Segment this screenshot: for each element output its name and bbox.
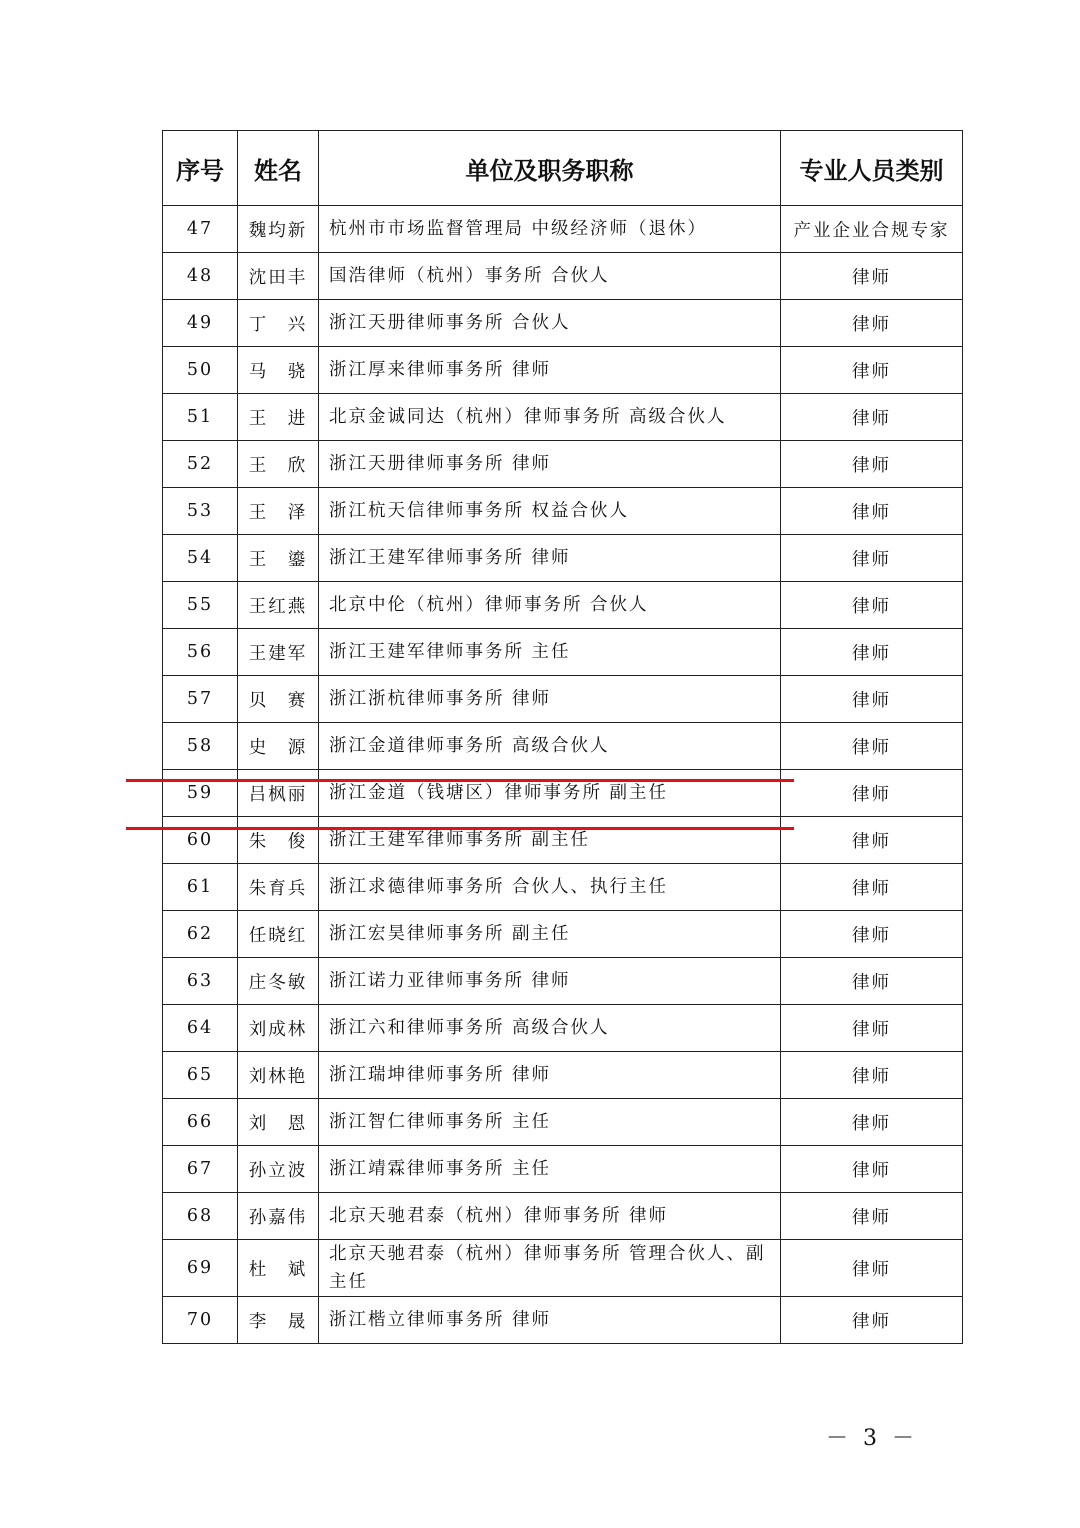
row-name: 沈田丰 — [238, 253, 319, 300]
header-no: 序号 — [163, 131, 238, 206]
row-name: 杜 斌 — [238, 1240, 319, 1297]
row-number: 63 — [163, 958, 238, 1005]
table-row — [163, 347, 963, 394]
row-category: 律师 — [781, 1193, 963, 1240]
row-category: 律师 — [781, 723, 963, 770]
row-number: 60 — [163, 817, 238, 864]
row-unit: 浙江瑞坤律师事务所 律师 — [319, 1052, 781, 1099]
table-row — [163, 1099, 963, 1146]
page-number: － 3 － — [826, 1426, 918, 1451]
row-unit: 浙江楷立律师事务所 律师 — [319, 1297, 781, 1344]
row-number: 49 — [163, 300, 238, 347]
row-category: 律师 — [781, 394, 963, 441]
row-name: 史 源 — [238, 723, 319, 770]
row-number: 52 — [163, 441, 238, 488]
table-row — [163, 394, 963, 441]
row-number: 51 — [163, 394, 238, 441]
row-unit: 浙江靖霖律师事务所 主任 — [319, 1146, 781, 1193]
row-number: 48 — [163, 253, 238, 300]
row-unit: 浙江王建军律师事务所 律师 — [319, 535, 781, 582]
row-category: 律师 — [781, 535, 963, 582]
row-name: 王建军 — [238, 629, 319, 676]
row-unit: 浙江杭天信律师事务所 权益合伙人 — [319, 488, 781, 535]
row-name: 刘林艳 — [238, 1052, 319, 1099]
table-row — [163, 1240, 963, 1297]
header-unit: 单位及职务职称 — [319, 131, 781, 206]
row-number: 58 — [163, 723, 238, 770]
row-unit: 北京天驰君泰（杭州）律师事务所 律师 — [319, 1193, 781, 1240]
row-category: 律师 — [781, 1052, 963, 1099]
row-unit: 北京天驰君泰（杭州）律师事务所 管理合伙人、副主任 — [319, 1240, 781, 1297]
row-unit: 浙江天册律师事务所 律师 — [319, 441, 781, 488]
row-name: 吕枫丽 — [238, 770, 319, 817]
row-name: 朱 俊 — [238, 817, 319, 864]
table-row — [163, 206, 963, 253]
table-row — [163, 1193, 963, 1240]
row-number: 55 — [163, 582, 238, 629]
row-category: 律师 — [781, 1005, 963, 1052]
row-number: 54 — [163, 535, 238, 582]
row-category: 律师 — [781, 911, 963, 958]
row-number: 70 — [163, 1297, 238, 1344]
row-category: 律师 — [781, 629, 963, 676]
table-row — [163, 629, 963, 676]
table-row — [163, 911, 963, 958]
table-row — [163, 723, 963, 770]
row-number: 53 — [163, 488, 238, 535]
row-unit: 浙江金道（钱塘区）律师事务所 副主任 — [319, 770, 781, 817]
row-unit: 浙江宏昊律师事务所 副主任 — [319, 911, 781, 958]
table-row — [163, 1297, 963, 1344]
row-name: 王 欣 — [238, 441, 319, 488]
row-category: 律师 — [781, 864, 963, 911]
row-name: 李 晟 — [238, 1297, 319, 1344]
row-unit: 浙江王建军律师事务所 副主任 — [319, 817, 781, 864]
row-name: 马 骁 — [238, 347, 319, 394]
row-number: 56 — [163, 629, 238, 676]
row-unit: 浙江厚来律师事务所 律师 — [319, 347, 781, 394]
row-unit: 浙江天册律师事务所 合伙人 — [319, 300, 781, 347]
table-row — [163, 958, 963, 1005]
row-name: 王 鎏 — [238, 535, 319, 582]
table-row — [163, 1146, 963, 1193]
row-category: 律师 — [781, 958, 963, 1005]
row-number: 68 — [163, 1193, 238, 1240]
table-row — [163, 253, 963, 300]
row-number: 64 — [163, 1005, 238, 1052]
header-name: 姓名 — [238, 131, 319, 206]
table-row — [163, 488, 963, 535]
row-number: 47 — [163, 206, 238, 253]
table-row — [163, 864, 963, 911]
row-category: 律师 — [781, 441, 963, 488]
row-name: 王 进 — [238, 394, 319, 441]
row-name: 刘成林 — [238, 1005, 319, 1052]
row-number: 66 — [163, 1099, 238, 1146]
row-unit: 北京中伦（杭州）律师事务所 合伙人 — [319, 582, 781, 629]
row-category: 律师 — [781, 1240, 963, 1297]
roster-table — [162, 130, 963, 1344]
row-category: 律师 — [781, 1099, 963, 1146]
row-name: 王红燕 — [238, 582, 319, 629]
table-row — [163, 1052, 963, 1099]
table-header-row — [163, 131, 963, 206]
row-category: 律师 — [781, 817, 963, 864]
row-name: 任晓红 — [238, 911, 319, 958]
row-category: 律师 — [781, 300, 963, 347]
row-number: 50 — [163, 347, 238, 394]
row-category: 律师 — [781, 676, 963, 723]
row-unit: 浙江六和律师事务所 高级合伙人 — [319, 1005, 781, 1052]
table-row — [163, 300, 963, 347]
row-name: 孙立波 — [238, 1146, 319, 1193]
row-name: 孙嘉伟 — [238, 1193, 319, 1240]
row-number: 59 — [163, 770, 238, 817]
row-unit: 浙江金道律师事务所 高级合伙人 — [319, 723, 781, 770]
row-unit: 浙江王建军律师事务所 主任 — [319, 629, 781, 676]
table-row — [163, 535, 963, 582]
row-number: 62 — [163, 911, 238, 958]
row-category: 律师 — [781, 347, 963, 394]
row-unit: 浙江智仁律师事务所 主任 — [319, 1099, 781, 1146]
row-unit: 北京金诚同达（杭州）律师事务所 高级合伙人 — [319, 394, 781, 441]
row-name: 丁 兴 — [238, 300, 319, 347]
row-name: 王 泽 — [238, 488, 319, 535]
header-category: 专业人员类别 — [781, 131, 963, 206]
row-category: 律师 — [781, 1297, 963, 1344]
row-category: 律师 — [781, 770, 963, 817]
row-category: 律师 — [781, 253, 963, 300]
highlight-line-bottom — [126, 827, 794, 830]
row-category: 律师 — [781, 488, 963, 535]
table-row — [163, 582, 963, 629]
row-unit: 浙江诺力亚律师事务所 律师 — [319, 958, 781, 1005]
row-unit: 浙江求德律师事务所 合伙人、执行主任 — [319, 864, 781, 911]
row-number: 57 — [163, 676, 238, 723]
row-number: 69 — [163, 1240, 238, 1297]
highlight-line-top — [126, 779, 794, 782]
row-name: 魏均新 — [238, 206, 319, 253]
row-unit: 国浩律师（杭州）事务所 合伙人 — [319, 253, 781, 300]
row-name: 朱育兵 — [238, 864, 319, 911]
row-category: 律师 — [781, 582, 963, 629]
row-category: 产业企业合规专家 — [781, 206, 963, 253]
row-unit: 杭州市市场监督管理局 中级经济师（退休） — [319, 206, 781, 253]
row-number: 61 — [163, 864, 238, 911]
table-row — [163, 1005, 963, 1052]
row-category: 律师 — [781, 1146, 963, 1193]
row-name: 贝 赛 — [238, 676, 319, 723]
row-number: 65 — [163, 1052, 238, 1099]
row-name: 庄冬敏 — [238, 958, 319, 1005]
row-unit: 浙江浙杭律师事务所 律师 — [319, 676, 781, 723]
table-row — [163, 817, 963, 864]
row-name: 刘 恩 — [238, 1099, 319, 1146]
table-row — [163, 770, 963, 817]
table-row — [163, 441, 963, 488]
row-number: 67 — [163, 1146, 238, 1193]
table-row — [163, 676, 963, 723]
table-body — [163, 206, 963, 1344]
